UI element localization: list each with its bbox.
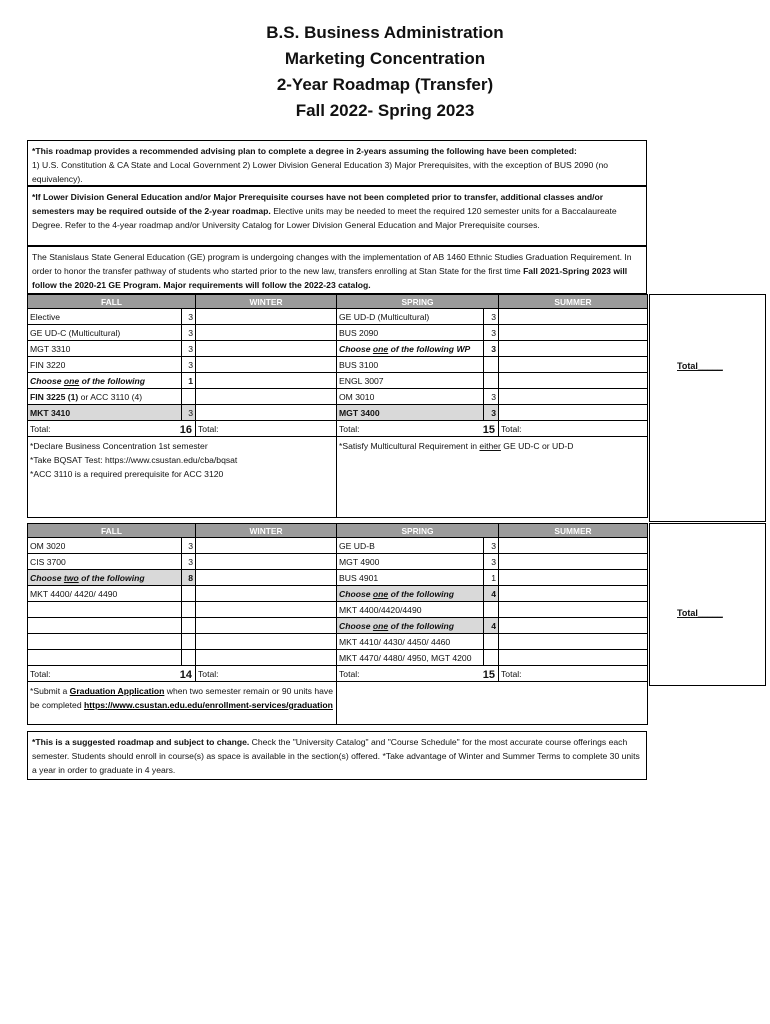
units-cell: 3 bbox=[182, 341, 196, 357]
fall-total-value: 14 bbox=[179, 668, 192, 681]
units-cell: 3 bbox=[484, 538, 499, 554]
year2-side-total bbox=[649, 523, 766, 686]
units-cell: 1 bbox=[182, 373, 196, 389]
summer-cell bbox=[499, 325, 648, 341]
winter-cell bbox=[196, 634, 337, 650]
course-cell: Elective bbox=[28, 309, 182, 325]
table-row bbox=[28, 325, 648, 341]
units-cell: 3 bbox=[182, 325, 196, 341]
summer-cell bbox=[499, 538, 648, 554]
units-cell bbox=[484, 373, 499, 389]
course-choice-cell: Choose one of the following bbox=[337, 586, 484, 602]
winter-total-cell: Total: bbox=[196, 666, 337, 682]
course-cell bbox=[28, 602, 182, 618]
footer-disclaimer: *This is a suggested roadmap and subject to change. Check the "University Catalog" and "Course Schedule" for the most accurate course offerings each semester. Students should enroll in course(s) as space is available in the section(s) offered. *Take advantage of Winter and Summer Terms to complete 30 units a year in order to graduate in 4 years. bbox=[27, 731, 647, 780]
graduation-application-link[interactable]: Graduation Application bbox=[69, 686, 165, 696]
winter-cell bbox=[196, 570, 337, 586]
course-cell: BUS 4901 bbox=[337, 570, 484, 586]
units-cell: 4 bbox=[484, 618, 499, 634]
fall-header: FALL bbox=[28, 524, 196, 538]
course-cell: MKT 4400/4420/4490 bbox=[337, 602, 484, 618]
year1-side-total-label: Total_____ bbox=[677, 361, 723, 371]
course-cell: GE UD-B bbox=[337, 538, 484, 554]
table-row bbox=[28, 309, 648, 325]
summer-cell bbox=[499, 341, 648, 357]
course-cell bbox=[28, 650, 182, 666]
summer-cell bbox=[499, 405, 648, 421]
table-row bbox=[28, 618, 648, 634]
total-row bbox=[28, 421, 648, 437]
table-row bbox=[28, 554, 648, 570]
course-choice-cell: Choose one of the following bbox=[337, 618, 484, 634]
course-cell: MKT 3410 bbox=[28, 405, 182, 421]
course-choice-cell: Choose one of the following bbox=[28, 373, 182, 389]
units-cell: 3 bbox=[484, 554, 499, 570]
notice-ge-program: The Stanislaus State General Education (GE) program is undergoing changes with the implementation of AB 1460 Ethnic Studies Graduation Requirement. In order to honor the transfer pathway of students who started prior to the new law, transfers enrolling at Stan State for the first time Fall 2021-Spring 2023 will follow the 2020-21 GE Program. Major requirements will follow the 2022-23 catalog. bbox=[27, 246, 647, 294]
year2-table bbox=[27, 523, 648, 725]
summer-total-cell: Total: bbox=[499, 421, 648, 437]
winter-cell bbox=[196, 357, 337, 373]
fall-header: FALL bbox=[28, 295, 196, 309]
spring-notes: *Satisfy Multicultural Requirement in either GE UD-C or UD-D bbox=[337, 437, 648, 518]
notes-row bbox=[28, 437, 648, 518]
course-cell: MGT 3310 bbox=[28, 341, 182, 357]
summer-cell bbox=[499, 602, 648, 618]
summer-cell bbox=[499, 634, 648, 650]
units-cell: 3 bbox=[484, 389, 499, 405]
notice-additional-classes: *If Lower Division General Education and/or Major Prerequisite courses have not been completed prior to transfer, additional classes and/or semesters may be required outside of the 2-year roadmap. Elective units may be needed to meet the required 120 semester units for a Baccalaureate Degree. Refer to the 4-year roadmap and/or University Catalog for Lower Division General Education and Major Prerequisite courses. bbox=[27, 186, 647, 246]
table-row bbox=[28, 538, 648, 554]
units-cell bbox=[484, 602, 499, 618]
notes-row bbox=[28, 682, 648, 725]
units-cell bbox=[484, 650, 499, 666]
summer-total-cell: Total: bbox=[499, 666, 648, 682]
course-cell: FIN 3220 bbox=[28, 357, 182, 373]
winter-cell bbox=[196, 554, 337, 570]
summer-cell bbox=[499, 389, 648, 405]
graduation-note: *Submit a Graduation Application when two semester remain or 90 units have be completed https://www.csustan.edu.edu/enrollment-services/graduation bbox=[28, 682, 337, 725]
course-cell: BUS 2090 bbox=[337, 325, 484, 341]
summer-cell bbox=[499, 554, 648, 570]
course-cell: GE UD-C (Multicultural) bbox=[28, 325, 182, 341]
winter-cell bbox=[196, 650, 337, 666]
table-row bbox=[28, 586, 648, 602]
course-cell: MGT 4900 bbox=[337, 554, 484, 570]
year2-header-row bbox=[28, 524, 648, 538]
units-cell: 3 bbox=[484, 309, 499, 325]
summer-cell bbox=[499, 650, 648, 666]
course-cell: MKT 4410/ 4430/ 4450/ 4460 bbox=[337, 634, 484, 650]
units-cell: 3 bbox=[484, 341, 499, 357]
units-cell: 3 bbox=[484, 325, 499, 341]
table-row bbox=[28, 341, 648, 357]
year2-side-total-label: Total_____ bbox=[677, 608, 723, 618]
winter-cell bbox=[196, 586, 337, 602]
summer-header: SUMMER bbox=[499, 524, 648, 538]
course-choice-cell: Choose one of the following WP bbox=[337, 341, 484, 357]
course-cell bbox=[28, 634, 182, 650]
course-choice-cell: Choose two of the following bbox=[28, 570, 182, 586]
course-cell: FIN 3225 (1) or ACC 3110 (4) bbox=[28, 389, 182, 405]
winter-cell bbox=[196, 389, 337, 405]
course-cell bbox=[28, 618, 182, 634]
course-cell: GE UD-D (Multicultural) bbox=[337, 309, 484, 325]
fall-total-value: 16 bbox=[179, 423, 192, 436]
summer-cell bbox=[499, 570, 648, 586]
course-cell: ENGL 3007 bbox=[337, 373, 484, 389]
winter-cell bbox=[196, 325, 337, 341]
winter-cell bbox=[196, 538, 337, 554]
title-term: Fall 2022- Spring 2023 bbox=[295, 101, 475, 120]
title-roadmap: 2-Year Roadmap (Transfer) bbox=[276, 75, 494, 94]
document-title bbox=[0, 20, 770, 124]
units-cell bbox=[182, 389, 196, 405]
spring-notes bbox=[337, 682, 648, 725]
year1-table bbox=[27, 294, 648, 518]
spring-total-cell: Total: 15 bbox=[337, 666, 499, 682]
table-row bbox=[28, 602, 648, 618]
winter-cell bbox=[196, 602, 337, 618]
units-cell bbox=[182, 602, 196, 618]
table-row bbox=[28, 373, 648, 389]
course-cell: BUS 3100 bbox=[337, 357, 484, 373]
graduation-url-link[interactable]: https://www.csustan.edu.edu/enrollment-services/graduation bbox=[83, 700, 333, 710]
course-cell: CIS 3700 bbox=[28, 554, 182, 570]
units-cell: 4 bbox=[484, 586, 499, 602]
fall-notes: *Declare Business Concentration 1st semester *Take BQSAT Test: https://www.csustan.edu/cba/bqsat *ACC 3110 is a required prerequisite for ACC 3120 bbox=[28, 437, 337, 518]
summer-cell bbox=[499, 309, 648, 325]
units-cell bbox=[484, 357, 499, 373]
total-row bbox=[28, 666, 648, 682]
winter-header: WINTER bbox=[196, 295, 337, 309]
year1-side-total bbox=[649, 294, 766, 522]
course-cell: MKT 4470/ 4480/ 4950, MGT 4200 bbox=[337, 650, 484, 666]
units-cell bbox=[182, 650, 196, 666]
summer-cell bbox=[499, 618, 648, 634]
spring-header: SPRING bbox=[337, 295, 499, 309]
course-cell: OM 3010 bbox=[337, 389, 484, 405]
table-row bbox=[28, 357, 648, 373]
winter-cell bbox=[196, 405, 337, 421]
course-cell: MKT 4400/ 4420/ 4490 bbox=[28, 586, 182, 602]
fall-total-cell: Total: 16 bbox=[28, 421, 196, 437]
summer-cell bbox=[499, 373, 648, 389]
summer-header: SUMMER bbox=[499, 295, 648, 309]
summer-cell bbox=[499, 357, 648, 373]
fall-total-cell: Total: 14 bbox=[28, 666, 196, 682]
table-row bbox=[28, 405, 648, 421]
spring-total-value: 15 bbox=[482, 423, 495, 436]
winter-cell bbox=[196, 373, 337, 389]
winter-total-cell: Total: bbox=[196, 421, 337, 437]
units-cell: 3 bbox=[182, 538, 196, 554]
units-cell: 8 bbox=[182, 570, 196, 586]
table-row bbox=[28, 650, 648, 666]
winter-header: WINTER bbox=[196, 524, 337, 538]
units-cell bbox=[182, 586, 196, 602]
title-concentration: Marketing Concentration bbox=[284, 49, 486, 68]
units-cell: 3 bbox=[182, 309, 196, 325]
spring-header: SPRING bbox=[337, 524, 499, 538]
units-cell bbox=[484, 634, 499, 650]
units-cell: 1 bbox=[484, 570, 499, 586]
winter-cell bbox=[196, 309, 337, 325]
table-row bbox=[28, 389, 648, 405]
spring-total-cell: Total: 15 bbox=[337, 421, 499, 437]
units-cell: 3 bbox=[182, 357, 196, 373]
course-cell: OM 3020 bbox=[28, 538, 182, 554]
summer-cell bbox=[499, 586, 648, 602]
table-row bbox=[28, 634, 648, 650]
year1-header-row bbox=[28, 295, 648, 309]
units-cell: 3 bbox=[182, 554, 196, 570]
notice-completed-requirements: *This roadmap provides a recommended advising plan to complete a degree in 2-years assuming the following have been completed: 1) U.S. Constitution & CA State and Local Government 2) Lower Division General Education 3) Major Prerequisites, with the exception of BUS 2090 (no equivalency). bbox=[27, 140, 647, 186]
course-cell: MGT 3400 bbox=[337, 405, 484, 421]
units-cell bbox=[182, 618, 196, 634]
units-cell bbox=[182, 634, 196, 650]
spring-total-value: 15 bbox=[482, 668, 495, 681]
winter-cell bbox=[196, 618, 337, 634]
winter-cell bbox=[196, 341, 337, 357]
units-cell: 3 bbox=[484, 405, 499, 421]
table-row bbox=[28, 570, 648, 586]
title-degree: B.S. Business Administration bbox=[266, 23, 504, 42]
units-cell: 3 bbox=[182, 405, 196, 421]
